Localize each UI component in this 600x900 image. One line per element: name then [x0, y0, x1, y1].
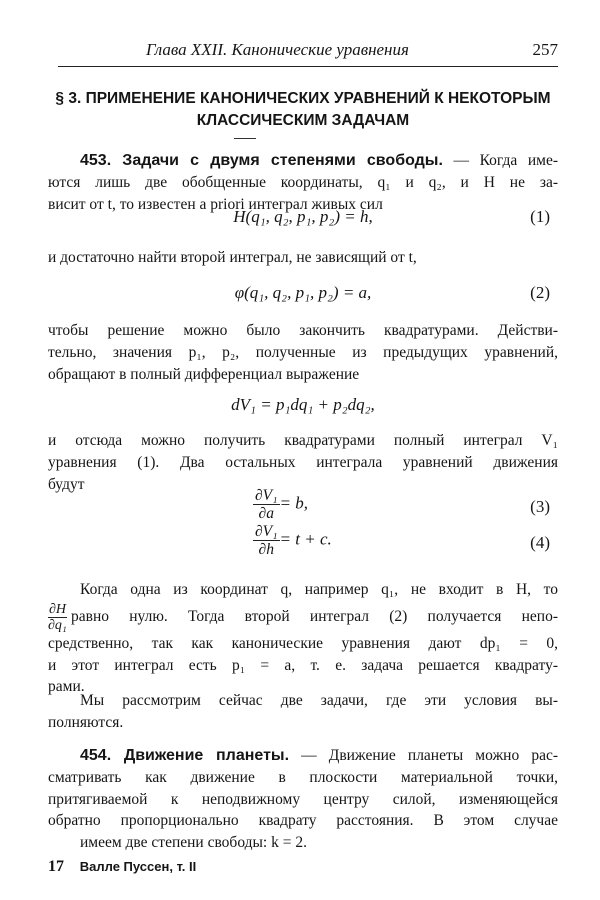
paragraph-line: и достаточно найти второй интеграл, не зависящий от t,: [48, 249, 417, 266]
paragraph-line: тельно, значения p₁, p₂, полученные из предыдущих уравнений,: [48, 343, 558, 361]
page-number: 257: [532, 40, 558, 59]
paragraph-line: имеем две степени свободы: k = 2.: [80, 834, 307, 852]
paragraph-line: Мы рассмотрим сейчас две задачи, где эти условия вы-: [80, 692, 558, 709]
equation-4: [48, 523, 558, 563]
page-footer: [48, 858, 558, 876]
equation-1: [48, 205, 558, 233]
paragraph-line: и отсюда можно получить квадратурами полный интеграл V₁: [48, 432, 558, 449]
partial-fraction: $\frac{\partial H}{\text{∂q₁}}$: [48, 601, 67, 633]
paragraph-line: $\frac{\partial H}{\text{∂q₁}}$ равно нулю. Тогда второй интеграл (2) получается непо-: [48, 601, 558, 633]
paragraph-line: обращают в полный дифференциал выражение: [48, 365, 360, 383]
paragraph-line: чтобы решение можно было закончить квадратурами. Действи-: [48, 322, 558, 339]
section-title-line-2: КЛАССИЧЕСКИМ ЗАДАЧАМ: [196, 112, 410, 129]
paragraph-line: будут: [48, 475, 85, 493]
partial-fraction: $\frac{\text{∂V₁}}{\partial h}$: [255, 523, 278, 558]
equation-body: H(q₁, q₂, p₁, p₂) = h,: [233, 207, 373, 226]
equation-number: (4): [530, 533, 550, 552]
book-reference: Валле Пуссен, т. II: [79, 859, 197, 874]
paragraph-consider: [48, 690, 558, 734]
paragraph-line: притягиваемой к неподвижному центру силой, изменяющейся: [48, 790, 558, 808]
equation-body: dV₁ = p₁dq₁ + p₂dq₂,: [231, 395, 375, 414]
paragraph-line: ются лишь две обобщенные координаты, q₁ и q₂, и H не за-: [48, 173, 558, 191]
equation-3: [48, 487, 558, 527]
paragraph-line: уравнения (1). Два остальных интеграла уравнений движения: [48, 453, 558, 471]
paragraph-line: Когда одна из координат q, например q₁, не входит в H, то: [80, 581, 558, 598]
equation-body: $\frac{\text{∂V₁}}{\partial a}$ = b,: [255, 487, 309, 522]
section-divider: [234, 138, 256, 139]
running-head: [146, 38, 558, 62]
heading-453: 453. Задачи с двумя степенями свободы.: [80, 152, 443, 169]
paragraph-454: [48, 745, 558, 854]
partial-fraction: $\frac{\text{∂V₁}}{\partial a}$: [255, 487, 278, 522]
paragraph-line: обратно пропорционально квадрату расстояния. В этом случае: [48, 812, 558, 830]
paragraph-line: и этот интеграл есть p₁ = a, т. е. задача решается квадрату-: [48, 656, 558, 674]
equation-number: (3): [530, 497, 550, 516]
equation-number: (2): [530, 283, 550, 302]
paragraph-line: висит от t, то известен a priori интеграл живых сил: [48, 195, 383, 213]
paragraph-line: средственно, так как канонические уравнения дают dp₁ = 0,: [48, 634, 558, 652]
paragraph-cyclic: [48, 579, 558, 698]
paragraph-line: 454. Движение планеты. — Движение планеты можно рас-: [80, 747, 558, 764]
section-title-line-1: § 3. ПРИМЕНЕНИЕ КАНОНИЧЕСКИХ УРАВНЕНИЙ К НЕКОТОРЫМ: [55, 90, 551, 107]
equation-2: [48, 281, 558, 309]
book-page: [48, 0, 558, 900]
equation-dv: [48, 393, 558, 421]
paragraph-second-integral: [48, 247, 558, 269]
paragraph-quadrature: [48, 320, 558, 385]
paragraph-line: сматривать как движение в плоскости материальной точки,: [48, 768, 558, 786]
equation-number: (1): [530, 207, 550, 226]
chapter-title: Глава XXII. Канонические уравнения: [146, 40, 409, 59]
heading-454: 454. Движение планеты.: [80, 747, 290, 764]
signature-mark: 17: [48, 858, 64, 875]
paragraph-line: полняются.: [48, 713, 124, 731]
equation-body: φ(q₁, q₂, p₁, p₂) = a,: [234, 283, 372, 302]
header-rule: [58, 66, 558, 67]
equation-body: $\frac{\text{∂V₁}}{\partial h}$ = t + c.: [255, 523, 332, 558]
paragraph-line: 453. Задачи с двумя степенями свободы. — Когда име-: [80, 152, 559, 169]
paragraph-full-integral: [48, 430, 558, 495]
paragraph-line: рами.: [48, 678, 85, 696]
